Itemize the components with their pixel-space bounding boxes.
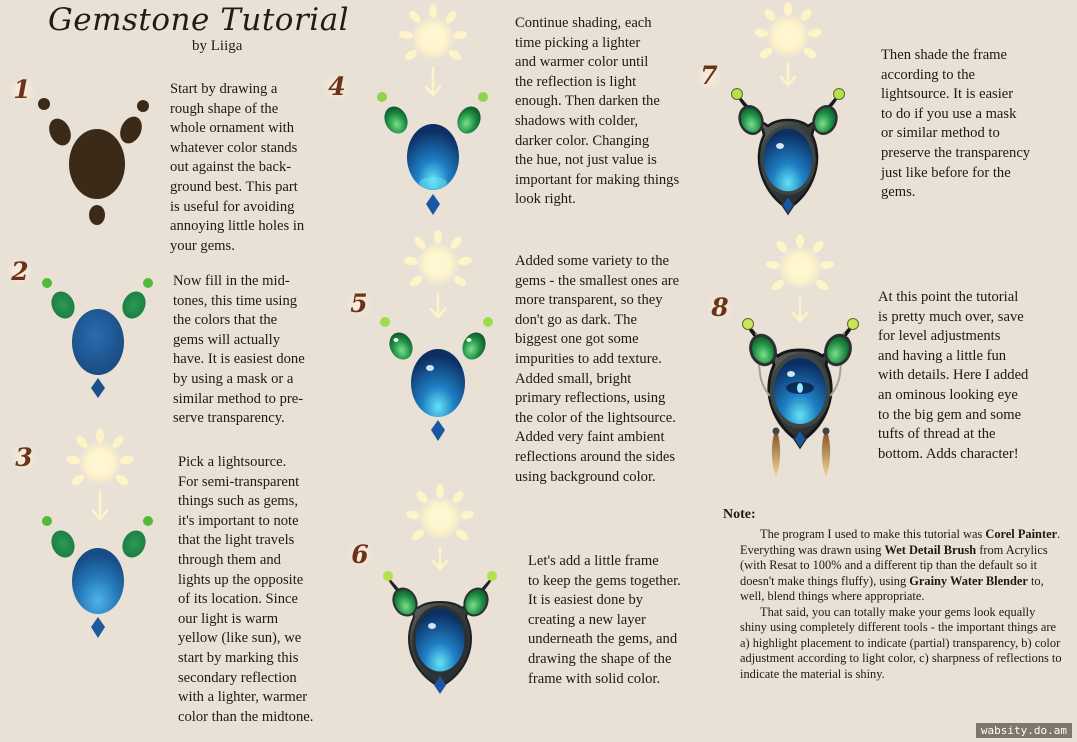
step-7-illustration: [722, 2, 862, 222]
sun-icon: [65, 429, 134, 487]
sun-icon: [403, 230, 472, 288]
step-7-number: 7: [695, 62, 723, 90]
step-4-text: Continue shading, each time picking a lighter and warmer color until the reflection is light enough. Then darken the shadows with colder, darker color. Changing the hue, not just value is important for making things look right.: [515, 15, 680, 208]
step-1-number: 1: [8, 76, 36, 104]
eye-icon: [786, 382, 814, 394]
light-arrow-icon: [431, 294, 445, 317]
light-arrow-icon: [793, 298, 807, 321]
note-paragraph-1: The program I used to make this tutorial was Corel Painter. Everything was drawn using Wet Detail Brush from Acrylics (with Resat to 100% and a different tip than the default so it doesn't make things fluffy), using Grainy Water Blender to, well, blend things where appropriate.: [740, 527, 1061, 603]
step-2-text: Now fill in the mid- tones, this time using the colors that the gems will actually have. It is easiest done by using a mask or a similar method to pre- serve transparency.: [173, 273, 305, 427]
step-4-number: 4: [323, 73, 351, 101]
step-5-text: Added some variety to the gems - the smallest ones are more transparent, so they don't go as dark. The biggest one got some impurities to add texture. Added small, bright primary reflections, using the color of the lightsource. Added very faint ambient reflections around the sides using background color.: [515, 253, 680, 485]
page-title: Gemstone Tutorial: [48, 2, 350, 38]
note-heading: Note:: [723, 507, 756, 522]
step-1-text: Start by drawing a rough shape of the whole ornament with whatever color stands out against the back- ground best. This part is useful for avoiding annoying little holes in your gems.: [170, 81, 305, 254]
step-3-illustration: [30, 428, 170, 648]
step-6-illustration: [372, 482, 512, 702]
step-6-text: Let's add a little frame to keep the gems together. It is easiest done by creating a new layer underneath the gems, and drawing the shape of the frame with solid color.: [528, 553, 681, 687]
step-2-illustration: [30, 274, 160, 404]
step-7-text: Then shade the frame according to the lightsource. It is easier to do if you use a mask or similar method to preserve the transparency just like before for the gems.: [881, 47, 1031, 201]
sun-icon: [765, 234, 834, 292]
author-byline: by Liiga: [192, 38, 243, 54]
step-4-illustration: [365, 2, 505, 222]
step-2-number: 2: [6, 258, 34, 286]
step-8-number: 8: [706, 294, 734, 322]
sun-icon: [398, 4, 467, 62]
step-8-illustration: [736, 228, 871, 490]
site-watermark: wabsity.do.am: [976, 723, 1072, 738]
step-5-illustration: [370, 228, 510, 448]
note-paragraph-2: That said, you can totally make your gems look equally shiny using completely different tools - the important things are a) highlight placement to indicate (partial) transparency, b) color adjustment according to light color, c) sharpness of reflections to indicate the material is shiny.: [740, 604, 1062, 681]
step-6-number: 6: [346, 541, 374, 569]
light-arrow-icon: [93, 492, 107, 519]
step-3-number: 3: [10, 444, 38, 472]
note-body: [740, 527, 1065, 682]
light-arrow-icon: [426, 68, 440, 95]
step-5-number: 5: [345, 290, 373, 318]
light-arrow-icon: [433, 548, 447, 569]
light-arrow-icon: [781, 64, 795, 85]
sun-icon: [753, 2, 822, 60]
sun-icon: [405, 484, 474, 542]
step-3-text: Pick a lightsource. For semi-transparent things such as gems, it's important to note that the light travels through them and lights up the opposite of its location. Since our light is warm yellow (like sun), we start by marking this secondary reflection with a lighter, warmer color than the midtone.: [178, 454, 314, 725]
step-8-text: At this point the tutorial is pretty much over, save for level adjustments and having a little fun with details. Here I added an ominous looking eye to the big gem and some tufts of thread at the bottom. Adds character!: [878, 289, 1029, 462]
step-1-illustration: [30, 92, 160, 232]
